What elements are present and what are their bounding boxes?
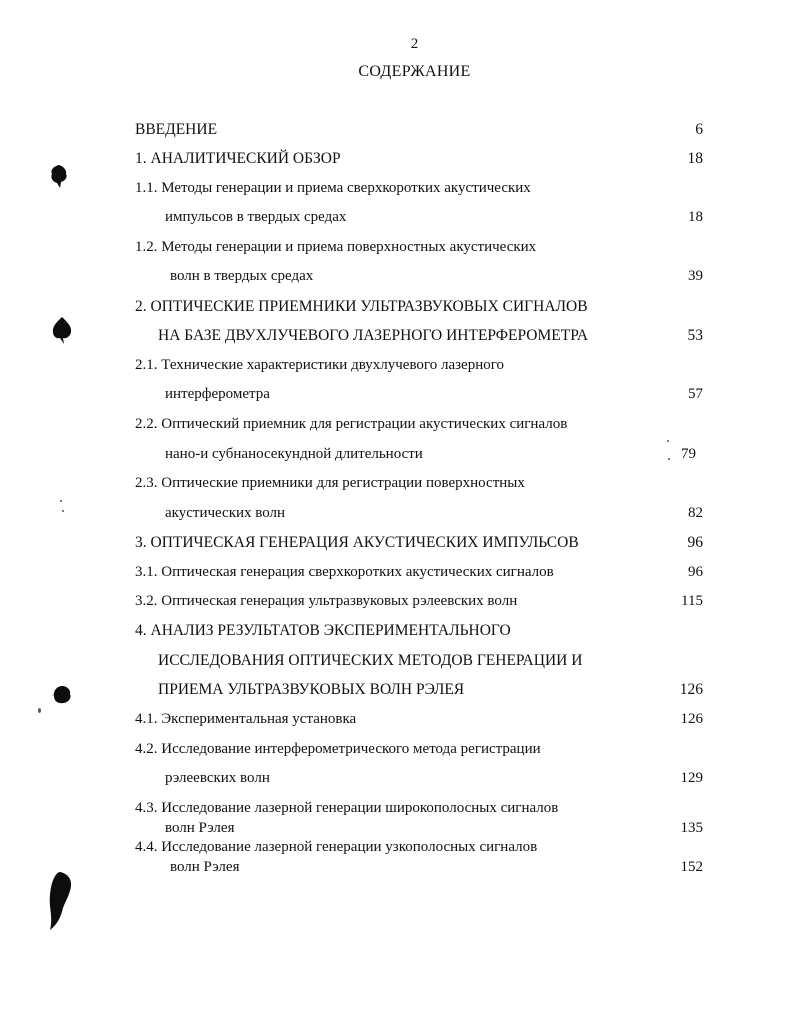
toc-entry-text: 2.1. Технические характеристики двухлучевого лазерного <box>135 357 504 373</box>
toc-entry-text: 3.2. Оптическая генерация ультразвуковых рэлеевских волн <box>135 593 518 609</box>
toc-entry-text: 3. ОПТИЧЕСКАЯ ГЕНЕРАЦИЯ АКУСТИЧЕСКИХ ИМПУЛЬСОВ <box>135 534 579 551</box>
toc-entry-section-1-2 <box>0 239 791 263</box>
page-title: СОДЕРЖАНИЕ <box>358 63 471 80</box>
toc-entry-text: 2.2. Оптический приемник для регистрации акустических сигналов <box>135 416 568 432</box>
toc-entry-page: 57 <box>688 386 703 402</box>
toc-entry-page: 126 <box>680 711 703 727</box>
toc-entry-text: 4. АНАЛИЗ РЕЗУЛЬТАТОВ ЭКСПЕРИМЕНТАЛЬНОГО <box>135 622 511 639</box>
scan-speck <box>60 500 62 502</box>
toc-entry-section-1-1 <box>0 180 791 204</box>
toc-entry-text: 1.2. Методы генерации и приема поверхностных акустических <box>135 239 537 255</box>
toc-entry-section-1-1-cont <box>0 209 791 233</box>
toc-entry-text: 2.3. Оптические приемники для регистрации поверхностных <box>135 475 525 491</box>
toc-entry-text: 2. ОПТИЧЕСКИЕ ПРИЕМНИКИ УЛЬТРАЗВУКОВЫХ СИГНАЛОВ <box>135 298 588 315</box>
toc-entry-page: 96 <box>687 534 703 551</box>
toc-entry-section-2-1-cont <box>0 386 791 410</box>
toc-entry-text: ИССЛЕДОВАНИЯ ОПТИЧЕСКИХ МЕТОДОВ ГЕНЕРАЦИИ И <box>158 652 583 669</box>
toc-entry-page: 129 <box>680 770 703 786</box>
toc-entry-page: 135 <box>680 820 703 836</box>
toc-entry-section-3-1 <box>0 564 791 588</box>
toc-entry-page: 152 <box>680 859 703 875</box>
toc-entry-text: 4.4. Исследование лазерной генерации узкополосных сигналов <box>135 839 538 855</box>
toc-entry-page: 18 <box>688 209 703 225</box>
scan-speck <box>668 458 670 460</box>
toc-entry-text: волн в твердых средах <box>170 268 314 284</box>
toc-entry-section-4-1 <box>0 711 791 735</box>
toc-entry-text: 4.3. Исследование лазерной генерации широкополосных сигналов <box>135 800 559 816</box>
toc-entry-page: 96 <box>688 564 703 580</box>
toc-entry-section-2-3-cont <box>0 505 791 529</box>
toc-entry-text: НА БАЗЕ ДВУХЛУЧЕВОГО ЛАЗЕРНОГО ИНТЕРФЕРОМЕТРА <box>158 327 589 344</box>
toc-entry-page: 39 <box>688 268 703 284</box>
toc-entry-section-1-2-cont <box>0 268 791 292</box>
toc-entry-section-2-1 <box>0 357 791 381</box>
toc-entry-text: ПРИЕМА УЛЬТРАЗВУКОВЫХ ВОЛН РЭЛЕЯ <box>158 681 465 698</box>
scan-speck <box>667 440 669 442</box>
toc-entry-text: 1. АНАЛИТИЧЕСКИЙ ОБЗОР <box>135 150 341 167</box>
toc-entry-page: 115 <box>681 593 703 609</box>
toc-entry-section-4-2-cont <box>0 770 791 794</box>
toc-entry-text: нано-и субнаносекундной длительности <box>165 446 423 462</box>
toc-entry-chapter-3 <box>0 534 791 558</box>
scan-smudge-mark <box>48 163 70 189</box>
toc-entry-text: акустических волн <box>165 505 286 521</box>
scan-smudge-mark <box>48 683 76 707</box>
page-number: 2 <box>410 36 419 52</box>
toc-entry-page: 53 <box>687 327 703 344</box>
toc-entry-section-3-2 <box>0 593 791 617</box>
toc-entry-text: волн Рэлея <box>170 859 240 875</box>
toc-entry-section-4-2 <box>0 741 791 765</box>
scan-speck <box>38 708 41 713</box>
toc-entry-page: 82 <box>688 505 703 521</box>
toc-entry-chapter-4-cont-1 <box>0 652 791 676</box>
toc-entry-text: 4.1. Экспериментальная установка <box>135 711 357 727</box>
toc-entry-text: волн Рэлея <box>165 820 235 836</box>
toc-entry-text: рэлеевских волн <box>165 770 270 786</box>
toc-entry-section-4-4-cont <box>0 859 791 883</box>
toc-entry-page: 126 <box>679 681 703 698</box>
scan-smudge-mark <box>50 315 74 345</box>
toc-entry-text: 4.2. Исследование интерферометрического метода регистрации <box>135 741 541 757</box>
toc-entry-text: 3.1. Оптическая генерация сверхкоротких акустических сигналов <box>135 564 554 580</box>
toc-entry-chapter-2 <box>0 298 791 322</box>
toc-entry-chapter-4-cont-2 <box>0 681 791 705</box>
toc-entry-chapter-4 <box>0 622 791 646</box>
toc-entry-text: импульсов в твердых средах <box>165 209 347 225</box>
scan-speck <box>62 510 64 512</box>
toc-entry-page: 79 <box>681 446 696 462</box>
toc-entry-introduction <box>0 121 791 145</box>
toc-entry-page: 18 <box>687 150 703 167</box>
toc-entry-text: 1.1. Методы генерации и приема сверхкоротких акустических <box>135 180 531 196</box>
toc-entry-chapter-2-cont <box>0 327 791 351</box>
toc-entry-text: ВВЕДЕНИЕ <box>135 121 218 138</box>
toc-entry-chapter-1 <box>0 150 791 174</box>
scan-smudge-mark <box>42 870 76 932</box>
toc-entry-section-2-3 <box>0 475 791 499</box>
toc-entry-section-2-2-cont <box>0 446 791 470</box>
toc-entry-text: интерферометра <box>165 386 270 402</box>
toc-entry-page: 6 <box>695 121 703 138</box>
toc-entry-section-2-2 <box>0 416 791 440</box>
